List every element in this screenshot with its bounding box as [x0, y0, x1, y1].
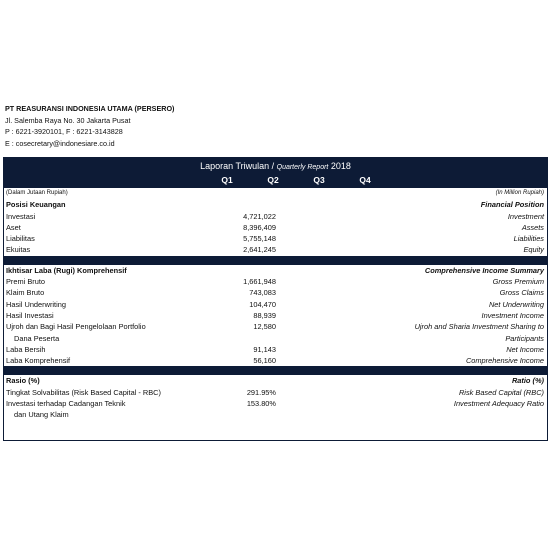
table-row [4, 233, 547, 244]
section-title: Rasio (%) [6, 376, 40, 386]
table-row [4, 287, 547, 298]
company-name: PT REASURANSI INDONESIA UTAMA (PERSERO) [5, 104, 175, 113]
row-label: Laba Bersih [6, 344, 46, 354]
row-value: 104,470 [249, 299, 276, 309]
table-row [4, 355, 547, 366]
row-label-en: Liabilities [513, 234, 544, 244]
row-label-en: Investment Adequacy Ratio [453, 399, 544, 409]
row-label: Tingkat Solvabilitas (Risk Based Capital - RBC) [6, 387, 161, 397]
table-row [4, 222, 547, 233]
row-value: 1,661,948 [243, 277, 276, 287]
table-row [4, 344, 547, 355]
unit-right: (In Million Rupiah) [495, 190, 544, 196]
table-row [4, 244, 547, 255]
section-title-en: Comprehensive Income Summary [424, 265, 544, 275]
table-row [4, 398, 547, 409]
table-row [4, 409, 547, 420]
row-label: Dana Peserta [14, 333, 60, 343]
row-value: 743,083 [249, 288, 276, 298]
section-header-ratio [4, 375, 547, 386]
row-label-en: Participants [505, 333, 544, 343]
row-label-en: Investment Income [481, 310, 544, 320]
row-label: Investasi [6, 211, 36, 221]
row-label: Klaim Bruto [6, 288, 45, 298]
row-label-en: Investment [507, 211, 544, 221]
table-row [4, 387, 547, 398]
row-value: 91,143 [253, 344, 276, 354]
section-header-income [4, 265, 547, 276]
table-row [4, 333, 547, 344]
table-row [4, 276, 547, 287]
row-label-en: Net Underwriting [488, 299, 544, 309]
row-value: 56,160 [253, 356, 276, 366]
row-label-en: Ujroh and Sharia Investment Sharing to [414, 322, 544, 332]
row-label-en: Comprehensive Income [465, 356, 544, 366]
row-label: dan Utang Klaim [14, 410, 69, 420]
section-title-en: Financial Position [480, 200, 544, 210]
quarter-q2: Q2 [267, 175, 279, 185]
row-label: Hasil Underwriting [6, 299, 66, 309]
company-address: Jl. Salemba Raya No. 30 Jakarta Pusat [5, 115, 131, 125]
report-title-bar [4, 158, 547, 188]
section-title-en: Ratio (%) [511, 376, 544, 386]
row-label: Investasi terhadap Cadangan Teknik [6, 399, 126, 409]
row-value: 5,755,148 [243, 234, 276, 244]
report-title-year: 2018 [328, 161, 351, 171]
table-row [4, 321, 547, 332]
row-label: Ujroh dan Bagi Hasil Pengelolaan Portfolio [6, 322, 146, 332]
unit-left: (Dalam Jutaan Rupiah) [6, 190, 68, 196]
row-label: Hasil Investasi [6, 310, 54, 320]
table-row [4, 211, 547, 222]
row-value: 8,396,409 [243, 222, 276, 232]
report-title-italic: Quarterly Report [276, 164, 329, 171]
row-label: Laba Komprehensif [6, 356, 71, 366]
quarterly-report-table [3, 157, 548, 441]
table-row [4, 299, 547, 310]
row-label-en: Gross Claims [499, 288, 544, 298]
row-value: 153.80% [246, 399, 276, 409]
report-title [4, 161, 547, 171]
company-info [5, 103, 174, 149]
row-label: Aset [6, 222, 21, 232]
section-divider [4, 366, 547, 375]
row-label-en: Equity [523, 245, 544, 255]
row-label: Premi Bruto [6, 277, 46, 287]
section-title: Posisi Keuangan [6, 200, 66, 210]
row-value: 12,580 [253, 322, 276, 332]
report-title-main: Laporan Triwulan / [200, 161, 277, 171]
quarter-q3: Q3 [313, 175, 325, 185]
row-label-en: Assets [521, 222, 544, 232]
row-value: 291.95% [246, 387, 276, 397]
section-divider [4, 256, 547, 265]
section-header-position [4, 199, 547, 210]
quarter-q1: Q1 [221, 175, 233, 185]
row-label-en: Gross Premium [492, 277, 544, 287]
row-value: 88,939 [253, 310, 276, 320]
row-value: 2,641,245 [243, 245, 276, 255]
row-value: 4,721,022 [243, 211, 276, 221]
row-label-en: Risk Based Capital (RBC) [458, 387, 544, 397]
row-label: Liabilitas [6, 234, 35, 244]
unit-row [4, 188, 547, 199]
section-title: Ikhtisar Laba (Rugi) Komprehensif [6, 265, 127, 275]
quarter-q4: Q4 [359, 175, 371, 185]
row-label-en: Net Income [506, 344, 544, 354]
table-row [4, 310, 547, 321]
row-label: Ekuitas [6, 245, 31, 255]
company-phone: P : 6221-3920101, F : 6221-3143828 [5, 127, 123, 136]
company-email: E : cosecretary@indonesiare.co.id [5, 138, 115, 148]
